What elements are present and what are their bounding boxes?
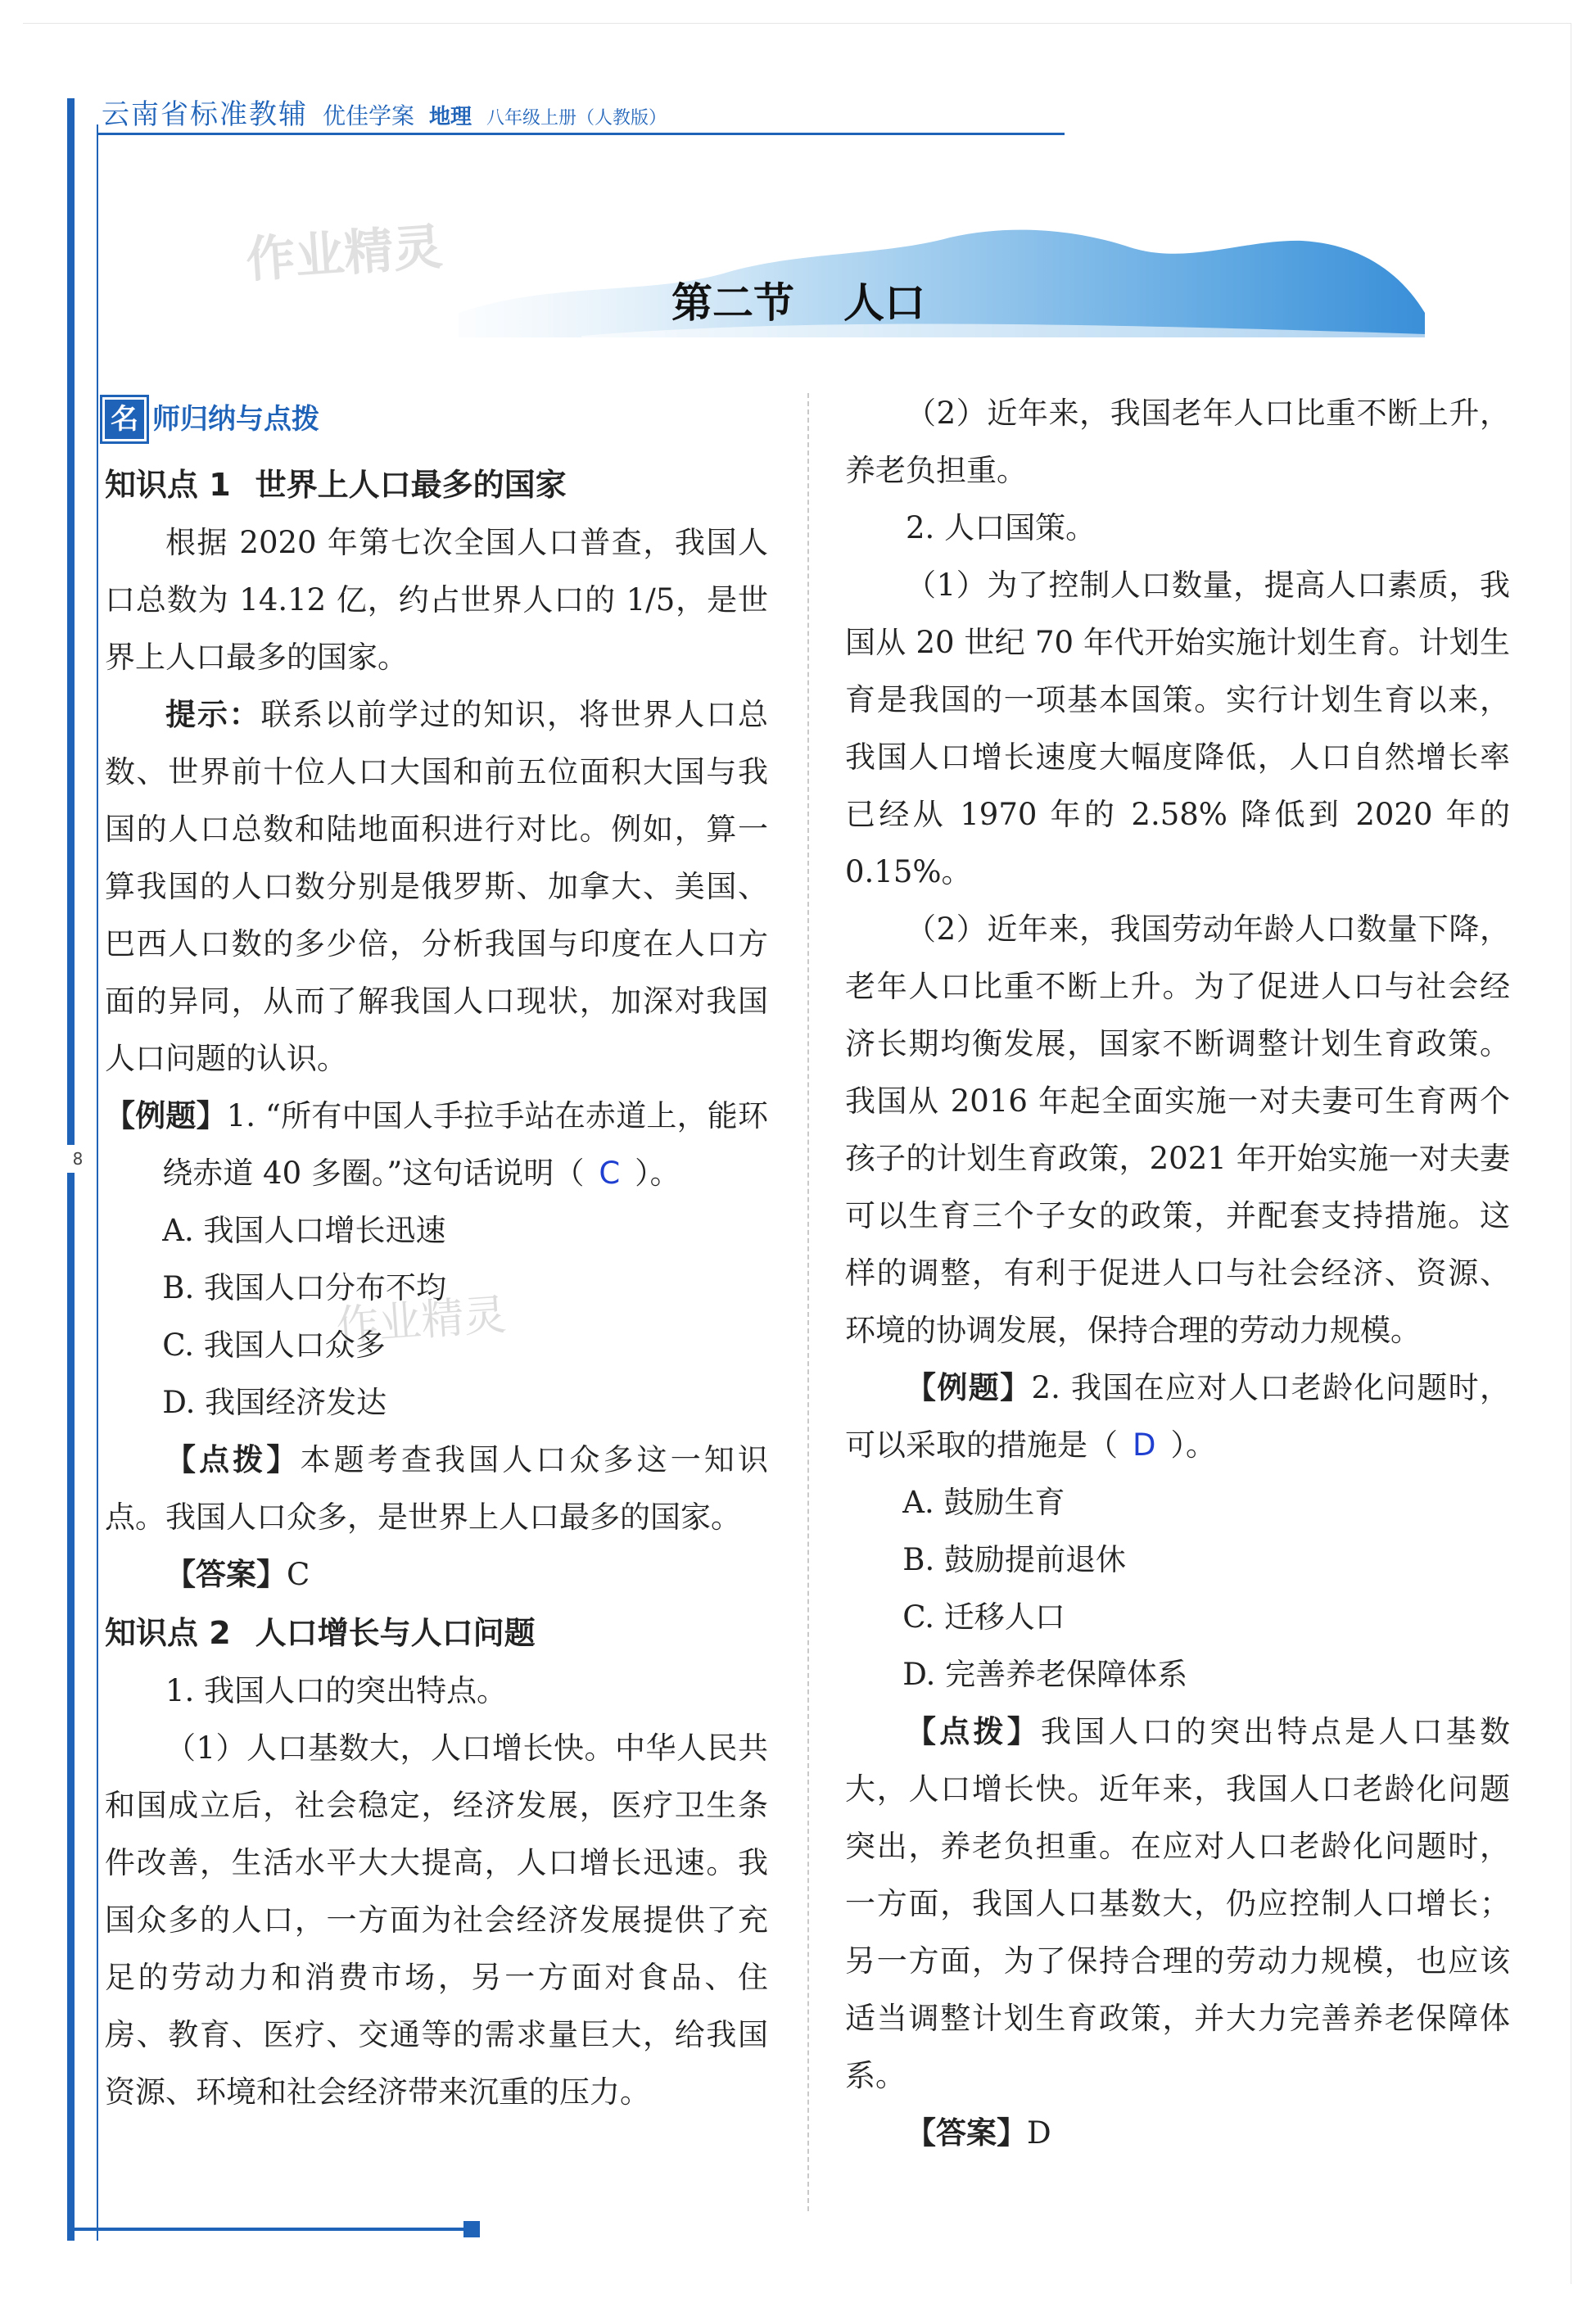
kp2-paragraph-2: （2）近年来，我国老年人口比重不断上升，养老负担重。 — [845, 396, 1510, 488]
kp1-text: 根据 2020 年第七次全国人口普查，我国人口总数为 14.12 亿，约占世界人口的 1/5，是世界上人口最多的国家。 — [105, 525, 768, 675]
example-1-option: A. 我国人口增长迅速 — [162, 1213, 446, 1248]
column-divider — [807, 393, 809, 2211]
bottom-rule — [67, 2228, 477, 2231]
example-1-answer: C — [599, 1156, 621, 1191]
example-2-answer: D — [1133, 1427, 1156, 1463]
brand-name: 优佳学案 — [323, 102, 415, 129]
subject-name: 地理 — [429, 105, 472, 129]
example-2-option: D. 完善养老保障体系 — [902, 1657, 1188, 1692]
example-2-option: C. 迁移人口 — [902, 1599, 1065, 1635]
corner-marker — [463, 2221, 480, 2237]
section-title — [671, 270, 925, 329]
kp2-item-1: 1. 我国人口的突出特点。 — [165, 1673, 508, 1708]
ming-badge: 名 — [105, 400, 144, 439]
teacher-summary-label: 师归纳与点拨 — [152, 403, 319, 436]
example-1-option: C. 我国人口众多 — [162, 1328, 386, 1363]
knowledge-point-1: 知识点 1 世界上人口最多的国家 — [105, 467, 567, 503]
tip-1-text: 本题考查我国人口众多这一知识点。我国人口众多，是世界上人口最多的国家。 — [105, 1442, 769, 1535]
example-2-label: 【例题】 — [906, 1370, 1032, 1405]
left-column — [105, 385, 768, 2121]
header-rule — [98, 133, 1065, 135]
example-2-option: A. 鼓励生育 — [902, 1485, 1065, 1520]
answer-1-value: C — [287, 1557, 310, 1592]
answer-1-label: 【答案】 — [165, 1557, 287, 1592]
kp2-paragraph-3: （1）为了控制人口数量，提高人口素质，我国从 20 世纪 70 年代开始实施计划生育。计划生育是我国的一项基本国策。实行计划生育以来，我国人口增长速度大幅度降低，人口自然增长率已经从 1970 年的 2.58% 降低到 2020 年的 0.15%。 — [845, 568, 1510, 889]
example-2: 【例题】2. 我国在应对人口老龄化问题时，可以采取的措施是（ D ）。 — [845, 1370, 1511, 1463]
example-1-option: D. 我国经济发达 — [162, 1385, 387, 1420]
tip-1-label: 【点拨】 — [165, 1442, 301, 1477]
knowledge-point-2: 知识点 2 人口增长与人口问题 — [105, 1615, 536, 1651]
example-1-stem: 1. “所有中国人手拉手站在赤道上，能环绕赤道 40 多圈。”这句话说明（ — [162, 1098, 768, 1191]
answer-1 — [105, 1546, 768, 1604]
hint-label: 提示： — [165, 697, 261, 732]
right-column — [845, 385, 1510, 2162]
example-2-stem: 2. 我国在应对人口老龄化问题时，可以采取的措施是（ — [845, 1370, 1511, 1463]
example-1: 【例题】1. “所有中国人手拉手站在赤道上，能环绕赤道 40 多圈。”这句话说明（ C ）。 — [105, 1098, 768, 1191]
grade-label: 八年级上册（人教版） — [486, 108, 667, 129]
tip-2-label: 【点拨】 — [906, 1714, 1041, 1749]
example-1-option: B. 我国人口分布不均 — [162, 1270, 447, 1305]
tip-1 — [105, 1432, 768, 1546]
section-name: 人口 — [843, 279, 925, 327]
running-header — [102, 92, 667, 132]
section-banner — [459, 223, 1433, 337]
example-1-label: 【例题】 — [105, 1098, 227, 1133]
hint — [105, 686, 768, 1088]
watermark: 作业精灵 — [244, 218, 445, 290]
kp2-paragraph-1: （1）人口基数大，人口增长快。中华人民共和国成立后，社会稳定，经济发展，医疗卫生条件改善，生活水平大大提高，人口增长迅速。我国众多的人口，一方面为社会经济发展提供了充足的劳动力和消费市场，另一方面对食品、住房、教育、医疗、交通等的需求量巨大，给我国资源、环境和社会经济带来沉重的压力。 — [105, 1730, 768, 2110]
kp2-item-2: 2. 人口国策。 — [906, 510, 1096, 545]
watermark-2: 作业精灵 — [334, 1290, 509, 1352]
series-title: 云南省标准教辅 — [102, 98, 308, 131]
answer-2 — [845, 2105, 1510, 2162]
tip-2-text: 我国人口的突出特点是人口基数大，人口增长快。近年来，我国人口老龄化问题突出，养老负担重。在应对人口老龄化问题时，一方面，我国人口基数大，仍应控制人口增长；另一方面，为了保持合理的劳动力规模，也应该适当调整计划生育政策，并大力完善养老保障体系。 — [845, 1714, 1511, 2093]
teacher-summary-heading — [105, 385, 768, 454]
side-rule — [97, 124, 98, 2241]
page-number: 8 — [66, 1145, 90, 1173]
hint-text: 联系以前学过的知识，将世界人口总数、世界前十位人口大国和前五位面积大国与我国的人口总数和陆地面积进行对比。例如，算一算我国的人口数分别是俄罗斯、加拿大、美国、巴西人口数的多少倍，分析我国与印度在人口方面的异同，从而了解我国人口现状，加深对我国人口问题的认识。 — [105, 697, 768, 1076]
answer-2-value: D — [1027, 2115, 1051, 2151]
section-number: 第二节 — [671, 279, 794, 327]
answer-2-label: 【答案】 — [906, 2115, 1027, 2151]
tip-2 — [845, 1703, 1510, 2105]
kp2-paragraph-4: （2）近年来，我国劳动年龄人口数量下降，老年人口比重不断上升。为了促进人口与社会经济长期均衡发展，国家不断调整计划生育政策。我国从 2016 年起全面实施一对夫妻可生育两个孩子的计划生育政策，2021 年开始实施一对夫妻可以生育三个子女的政策，并配套支持措施。这样的调整，有利于促进人口与社会经济、资源、环境的协调发展，保持合理的劳动力规模。 — [845, 912, 1510, 1348]
example-2-option: B. 鼓励提前退休 — [902, 1542, 1127, 1577]
